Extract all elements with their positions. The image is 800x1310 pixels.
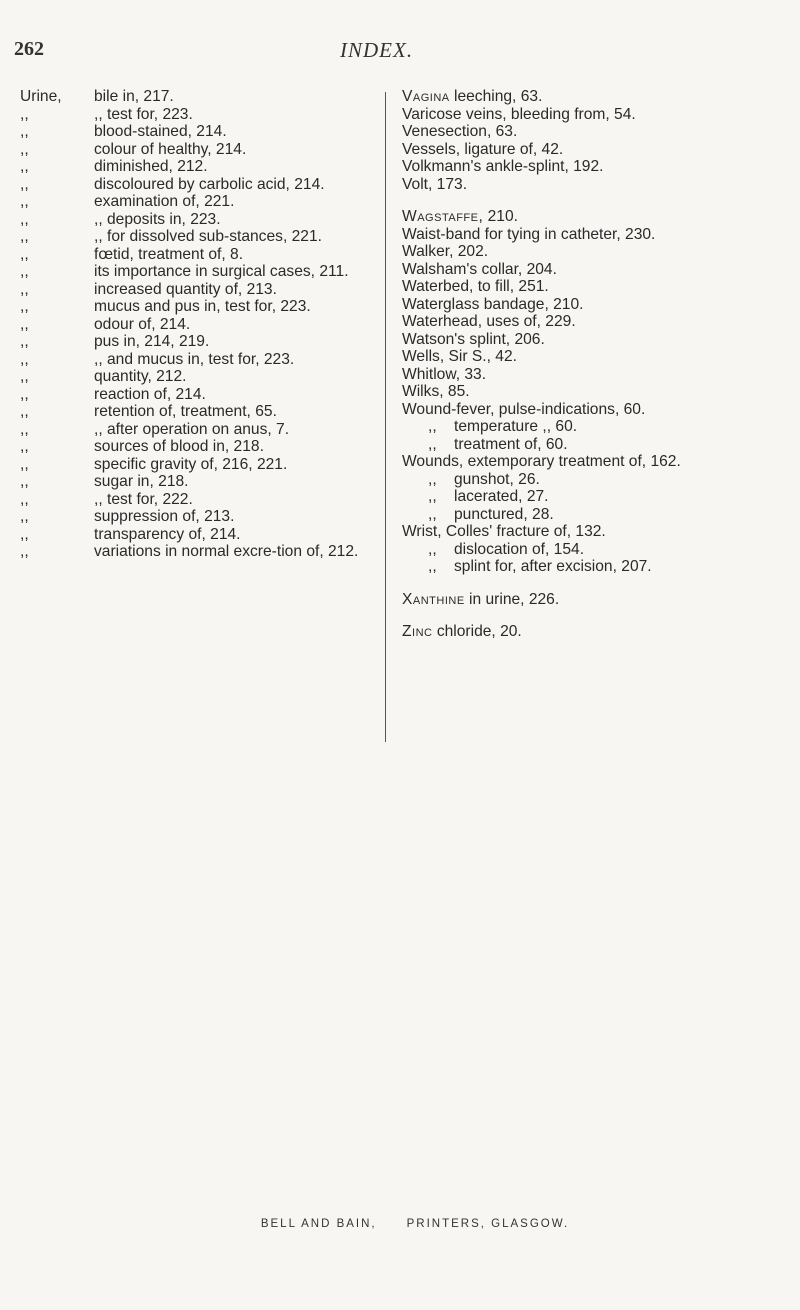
entry-text: reaction of, 214. <box>94 385 206 403</box>
entry-text: Waterglass bandage, 210. <box>402 295 584 313</box>
index-entry <box>20 421 380 439</box>
ditto-mark: ,, <box>428 470 437 488</box>
entry-text: Vessels, ligature of, 42. <box>402 140 564 158</box>
ditto-mark: ,, <box>20 490 29 508</box>
ditto-mark: ,, <box>20 525 29 543</box>
index-entry <box>20 386 380 404</box>
left-index-column <box>20 88 380 561</box>
ditto-mark: ,, <box>20 263 29 280</box>
index-subentry <box>402 418 782 436</box>
index-entry <box>402 331 782 349</box>
index-entry <box>402 123 782 141</box>
index-entry <box>20 106 380 124</box>
ditto-mark: ,, <box>20 245 29 263</box>
index-entry <box>20 368 380 386</box>
entry-text: sugar in, 218. <box>94 473 189 490</box>
index-subentry <box>402 471 782 489</box>
page-number: 262 <box>14 38 44 60</box>
ditto-mark: ,, <box>20 368 29 385</box>
entry-text: quantity, 212. <box>94 368 187 385</box>
index-entry <box>402 261 782 279</box>
index-entry <box>20 298 380 316</box>
ditto-mark: ,, <box>20 175 29 193</box>
entry-text: Waist-band for tying in catheter, 230. <box>402 225 656 243</box>
entry-text: variations in normal excre-tion of, 212. <box>94 543 359 560</box>
index-entry <box>402 158 782 176</box>
entry-text: ,, after operation on anus, 7. <box>94 420 290 438</box>
index-entry <box>402 623 782 641</box>
entry-text: lacerated, 27. <box>454 488 549 505</box>
entry-text: ,, deposits in, 223. <box>94 210 221 228</box>
index-entry <box>20 351 380 369</box>
printer-imprint <box>0 1218 800 1230</box>
ditto-mark: ,, <box>428 540 437 558</box>
entry-text: Wilks, 85. <box>402 383 470 400</box>
entry-text: ,, for dissolved sub-stances, 221. <box>94 228 322 245</box>
entry-text: colour of healthy, 214. <box>94 140 247 158</box>
entry-text: splint for, after excision, 207. <box>454 558 652 575</box>
index-entry <box>402 106 782 124</box>
ditto-mark: ,, <box>20 455 29 473</box>
entry-text: treatment of, 60. <box>454 435 568 453</box>
ditto-mark: ,, <box>428 505 437 523</box>
letter-section-heading: Xanthine <box>402 590 465 608</box>
entry-text: pus in, 214, 219. <box>94 333 210 350</box>
entry-text: Walker, 202. <box>402 243 489 260</box>
entry-text: Whitlow, 33. <box>402 365 487 383</box>
ditto-mark: ,, <box>20 158 29 175</box>
index-entry <box>402 348 782 366</box>
ditto-mark: ,, <box>428 435 437 453</box>
index-entry <box>402 453 782 471</box>
index-entry <box>402 366 782 384</box>
ditto-mark: ,, <box>20 140 29 158</box>
ditto-mark: ,, <box>20 105 29 123</box>
ditto-mark: ,, <box>20 298 29 315</box>
index-entry <box>20 491 380 509</box>
index-subentry <box>402 541 782 559</box>
entry-text: ,, and mucus in, test for, 223. <box>94 350 295 368</box>
index-entry <box>20 228 380 246</box>
index-entry <box>402 176 782 194</box>
index-entry <box>20 246 380 264</box>
letter-section-heading: Vagina <box>402 88 450 105</box>
entry-text: Waterbed, to fill, 251. <box>402 278 549 295</box>
entry-text: Wound-fever, pulse-indications, 60. <box>402 400 646 418</box>
entry-text: Volt, 173. <box>402 175 468 193</box>
index-entry <box>402 278 782 296</box>
index-entry <box>402 591 782 609</box>
entry-text: dislocation of, 154. <box>454 540 585 558</box>
letter-section-heading: Zinc <box>402 623 433 640</box>
entry-text: discoloured by carbolic acid, 214. <box>94 175 325 193</box>
index-entry <box>20 456 380 474</box>
index-entry <box>20 526 380 544</box>
ditto-mark: ,, <box>20 438 29 455</box>
ditto-mark: ,, <box>20 333 29 350</box>
index-entry <box>20 508 380 526</box>
entry-text: diminished, 212. <box>94 158 208 175</box>
right-index-column <box>402 88 782 641</box>
index-entry <box>402 141 782 159</box>
entry-text: ,, test for, 222. <box>94 490 193 508</box>
entry-text: odour of, 214. <box>94 315 191 333</box>
entry-text: fœtid, treatment of, 8. <box>94 245 244 263</box>
entry-text: Waterhead, uses of, 229. <box>402 313 576 330</box>
index-entry <box>20 473 380 491</box>
ditto-mark: ,, <box>20 228 29 245</box>
index-subentry <box>402 506 782 524</box>
entry-heading: Urine, <box>20 88 62 105</box>
index-entry <box>402 523 782 541</box>
index-entry <box>20 263 380 281</box>
ditto-mark: ,, <box>428 418 437 435</box>
entry-text: blood-stained, 214. <box>94 123 227 140</box>
index-entry <box>20 403 380 421</box>
index-entry <box>402 226 782 244</box>
entry-text: Wells, Sir S., 42. <box>402 348 517 365</box>
ditto-mark: ,, <box>20 193 29 210</box>
ditto-mark: ,, <box>20 210 29 228</box>
index-entry <box>402 243 782 261</box>
ditto-mark: ,, <box>20 508 29 525</box>
entry-text: 210. <box>483 208 518 225</box>
index-entry <box>20 158 380 176</box>
ditto-mark: ,, <box>20 123 29 140</box>
ditto-mark: ,, <box>20 280 29 298</box>
index-entry <box>20 281 380 299</box>
entry-text: Watson's splint, 206. <box>402 330 545 348</box>
index-entry <box>402 208 782 226</box>
index-entry <box>20 438 380 456</box>
index-entry <box>402 401 782 419</box>
entry-text: chloride, 20. <box>432 623 522 640</box>
entry-text: transparency of, 214. <box>94 525 241 543</box>
entry-text: sources of blood in, 218. <box>94 438 264 455</box>
entry-text: punctured, 28. <box>454 505 554 523</box>
ditto-mark: ,, <box>20 543 29 560</box>
entry-text: ,, test for, 223. <box>94 105 193 123</box>
index-entry <box>20 193 380 211</box>
index-entry <box>20 316 380 334</box>
index-entry <box>20 176 380 194</box>
ditto-mark: ,, <box>20 403 29 420</box>
index-entry <box>20 88 380 106</box>
entry-text: specific gravity of, 216, 221. <box>94 455 288 473</box>
index-subentry <box>402 488 782 506</box>
index-entry <box>20 543 380 561</box>
entry-text: Wrist, Colles' fracture of, 132. <box>402 523 606 540</box>
index-entry <box>402 88 782 106</box>
column-divider <box>385 92 386 742</box>
entry-text: examination of, 221. <box>94 193 235 210</box>
index-subentry <box>402 436 782 454</box>
ditto-mark: ,, <box>20 315 29 333</box>
entry-text: Walsham's collar, 204. <box>402 260 557 278</box>
running-head: INDEX. <box>340 38 414 62</box>
ditto-mark: ,, <box>428 558 437 575</box>
ditto-mark: ,, <box>20 420 29 438</box>
ditto-mark: ,, <box>20 350 29 368</box>
index-entry <box>20 333 380 351</box>
entry-text: increased quantity of, 213. <box>94 280 277 298</box>
entry-text: suppression of, 213. <box>94 508 235 525</box>
entry-text: bile in, 217. <box>94 88 174 105</box>
ditto-mark: ,, <box>20 385 29 403</box>
entry-text: its importance in surgical cases, 211. <box>94 263 349 280</box>
imprint-printer-place: PRINTERS, GLASGOW. <box>406 1218 570 1230</box>
entry-text: Venesection, 63. <box>402 123 518 140</box>
page-header <box>0 20 800 60</box>
entry-text: in urine, 226. <box>464 590 560 608</box>
entry-text: gunshot, 26. <box>454 470 540 488</box>
ditto-mark: ,, <box>428 488 437 505</box>
entry-text: Varicose veins, bleeding from, 54. <box>402 105 636 123</box>
index-subentry <box>402 558 782 576</box>
entry-text: Volkmann's ankle-splint, 192. <box>402 158 604 175</box>
index-entry <box>402 313 782 331</box>
index-entry <box>20 141 380 159</box>
entry-text: Wounds, extemporary treatment of, 162. <box>402 453 681 470</box>
index-entry <box>402 296 782 314</box>
entry-text: mucus and pus in, test for, 223. <box>94 298 311 315</box>
index-entry <box>20 123 380 141</box>
ditto-mark: ,, <box>20 473 29 490</box>
imprint-printer-name: BELL AND BAIN, <box>260 1218 377 1230</box>
index-entry <box>20 211 380 229</box>
index-entry <box>402 383 782 401</box>
entry-text: leeching, 63. <box>449 88 543 105</box>
entry-text: retention of, treatment, 65. <box>94 403 277 420</box>
entry-text: temperature ,, 60. <box>454 418 578 435</box>
letter-section-heading: Wagstaffe, <box>402 208 484 225</box>
